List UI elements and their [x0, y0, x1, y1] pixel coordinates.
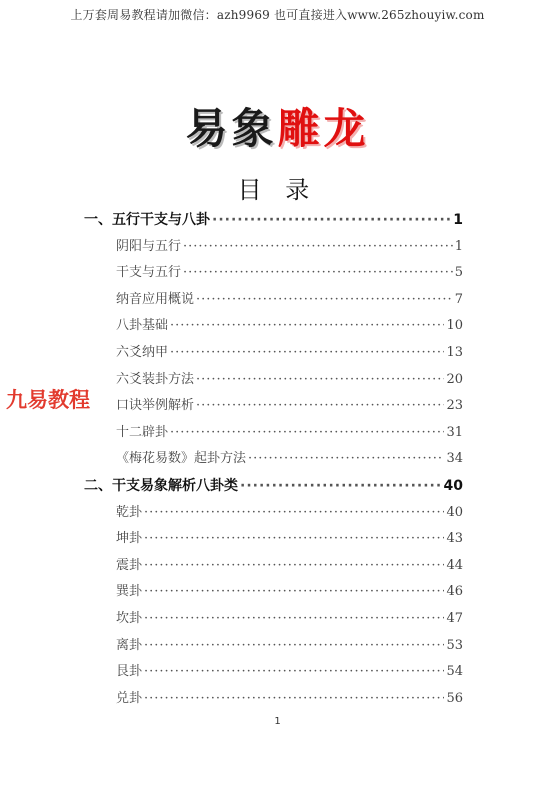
toc-item-label: 干支与五行: [116, 265, 182, 281]
toc-entry-row[interactable]: [116, 420, 463, 446]
dot-leader: [144, 553, 444, 579]
toc-item-page: 23: [446, 398, 463, 414]
toc-item-page: 43: [446, 531, 463, 547]
toc-entry-row[interactable]: [116, 579, 463, 605]
dot-leader: [240, 473, 442, 499]
dot-leader: [170, 420, 444, 446]
toc-item-label: 离卦: [116, 637, 143, 653]
dot-leader: [196, 367, 444, 393]
toc-item-page: 1: [453, 212, 463, 228]
dot-leader: [170, 340, 444, 366]
toc-item-page: 40: [446, 504, 463, 520]
watermark-label: 九易教程: [6, 388, 90, 412]
toc-item-page: 53: [446, 637, 463, 653]
toc-entry-row[interactable]: [116, 393, 463, 419]
toc-item-label: 十二辟卦: [116, 424, 169, 440]
page-number: 1: [274, 716, 281, 727]
toc-item-page: 40: [443, 478, 463, 494]
toc-item-page: 20: [446, 371, 463, 387]
book-title-part1: 易象: [185, 104, 278, 153]
toc-item-page: 1: [454, 238, 463, 254]
toc-item-label: 八卦基础: [116, 318, 169, 334]
dot-leader: [196, 287, 453, 313]
toc-entry-row[interactable]: [116, 686, 463, 712]
toc-item-page: 10: [446, 318, 463, 334]
toc-item-page: 5: [454, 265, 463, 281]
dot-leader: [144, 500, 444, 526]
toc-section-row[interactable]: [84, 207, 463, 233]
toc-item-label: 坤卦: [116, 531, 143, 547]
dot-leader: [212, 207, 451, 233]
toc-entry-row[interactable]: [116, 633, 463, 659]
toc-heading: 目 录: [237, 176, 318, 204]
toc-item-label: 一、五行干支与八卦: [84, 212, 210, 228]
header-banner: 上万套周易教程请加微信：azh9969 也可直接进入www.265zhouyiw.com: [70, 8, 485, 22]
toc-item-page: 13: [446, 345, 463, 360]
dot-leader: [248, 446, 444, 472]
toc-item-label: 乾卦: [116, 504, 143, 520]
dot-leader: [183, 260, 453, 286]
toc-item-label: 六爻装卦方法: [116, 371, 195, 387]
toc-item-page: 46: [446, 584, 463, 600]
toc-item-page: 44: [446, 557, 463, 573]
dot-leader: [170, 313, 444, 339]
toc-entry-row[interactable]: [116, 367, 463, 393]
toc-entry-row[interactable]: [116, 553, 463, 579]
toc-item-page: 47: [446, 611, 463, 626]
toc-item-label: 《梅花易数》起卦方法: [116, 451, 247, 467]
toc-section-row[interactable]: [84, 473, 463, 499]
dot-leader: [144, 686, 444, 712]
book-title: [0, 96, 555, 156]
toc-entry-row[interactable]: [116, 500, 463, 526]
toc-entry-row[interactable]: [116, 606, 463, 632]
toc-item-label: 纳音应用概说: [116, 291, 195, 307]
dot-leader: [196, 393, 444, 419]
toc-item-page: 54: [446, 664, 463, 680]
toc-entry-row[interactable]: [116, 340, 463, 366]
dot-leader: [144, 659, 444, 685]
toc-item-page: 56: [446, 690, 463, 706]
toc-entry-row[interactable]: [116, 234, 463, 260]
toc-entry-row[interactable]: [116, 313, 463, 339]
toc-entry-row[interactable]: [116, 526, 463, 552]
dot-leader: [144, 606, 444, 632]
toc-item-label: 阴阳与五行: [116, 238, 182, 254]
toc-item-label: 巽卦: [116, 584, 143, 600]
toc-item-label: 六爻纳甲: [116, 345, 169, 360]
toc-entry-row[interactable]: [116, 260, 463, 286]
book-title-part2: 雕龙: [277, 104, 370, 153]
toc-item-label: 艮卦: [116, 664, 143, 680]
toc-item-label: 二、干支易象解析八卦类: [84, 478, 238, 494]
toc-item-page: 34: [446, 451, 463, 467]
dot-leader: [183, 234, 453, 260]
toc-entry-row[interactable]: [116, 287, 463, 313]
toc-item-label: 兑卦: [116, 690, 143, 706]
dot-leader: [144, 526, 444, 552]
toc-item-page: 7: [454, 291, 463, 307]
toc-item-label: 坎卦: [116, 611, 143, 626]
toc-item-label: 震卦: [116, 557, 143, 573]
toc-entry-row[interactable]: [116, 446, 463, 472]
toc-entry-row[interactable]: [116, 659, 463, 685]
toc-item-page: 31: [446, 424, 463, 440]
dot-leader: [144, 579, 444, 605]
toc-item-label: 口诀举例解析: [116, 398, 195, 414]
dot-leader: [144, 633, 444, 659]
